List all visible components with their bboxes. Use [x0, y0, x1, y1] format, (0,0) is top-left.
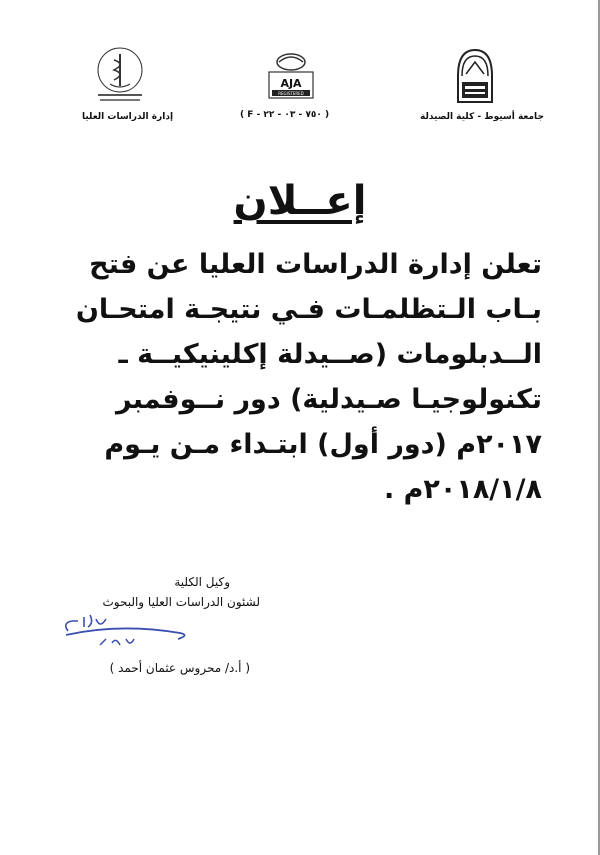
announcement-line: تكنولوجيـا صـيدلية) دور نــوفمبر	[115, 384, 542, 415]
pharmacy-faculty-logo-icon	[92, 44, 148, 106]
announcement-line: ٢٠١٨/١/٨م .	[383, 474, 542, 505]
signature-subtitle: لشئون الدراسات العليا والبحوث	[102, 595, 260, 609]
svg-text:AJA: AJA	[280, 77, 302, 90]
aja-registered-logo-icon	[263, 50, 319, 104]
announcement-line: ٢٠١٧م (دور أول) ابتـداء مـن يـوم	[104, 429, 542, 460]
announcement-line: بـاب الـتظلمـات فـي نتيجـة امتحـان	[75, 294, 542, 325]
announcement-line: الــدبلومات (صــيدلة إكلينيكيــة ـ	[118, 339, 542, 370]
handwritten-signature-icon	[60, 609, 210, 659]
signature-block	[70, 575, 270, 695]
svg-text:REGISTERED: REGISTERED	[278, 91, 304, 96]
header-university-text: جامعة أسيوط - كلية الصيدلة	[420, 112, 544, 122]
assiut-university-logo-icon	[452, 46, 498, 108]
header-department-text: إدارة الدراسات العليا	[82, 112, 174, 122]
announcement-title: إعــلان	[233, 178, 367, 224]
header-form-code-text: ( F - ٧٥٠ - ٠٣ - ٢٢ )	[240, 110, 330, 120]
signatory-name: ( أ.د/ محروس عثمان أحمد )	[109, 661, 250, 675]
announcement-line: تعلن إدارة الدراسات العليا عن فتح	[89, 249, 542, 280]
announcement-body	[72, 242, 542, 512]
signature-title: وكيل الكلية	[174, 575, 230, 589]
letterhead	[0, 40, 600, 130]
